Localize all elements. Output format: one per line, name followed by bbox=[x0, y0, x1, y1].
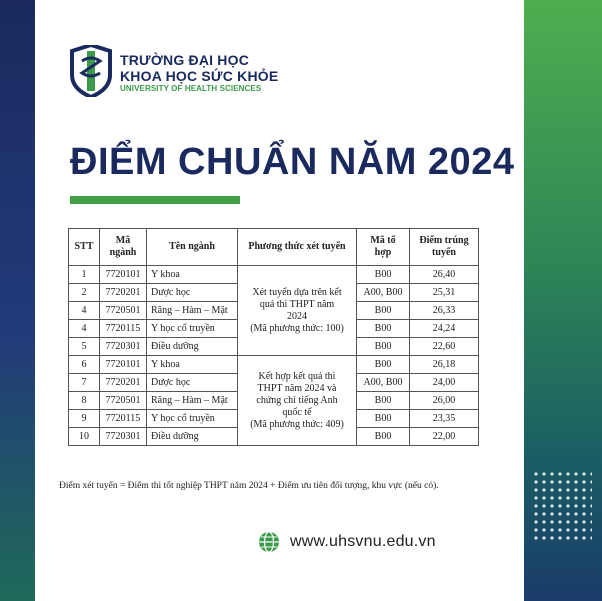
method-409-line5: (Mã phương thức: 409) bbox=[250, 418, 344, 430]
cell-stt: 5 bbox=[69, 338, 100, 356]
cell-method-100 bbox=[238, 266, 357, 356]
cell-score: 23,35 bbox=[410, 410, 479, 428]
cell-score: 26,33 bbox=[410, 302, 479, 320]
website-url[interactable]: www.uhsvnu.edu.vn bbox=[290, 533, 436, 550]
cell-name: Y học cổ truyền bbox=[147, 320, 238, 338]
header-method: Phương thức xét tuyển bbox=[238, 229, 357, 266]
method-100-line4: (Mã phương thức: 100) bbox=[250, 322, 344, 334]
table-row bbox=[69, 266, 479, 284]
cell-stt: 2 bbox=[69, 284, 100, 302]
cell-method-409 bbox=[238, 356, 357, 446]
cell-combo: B00 bbox=[357, 392, 410, 410]
website-link[interactable] bbox=[258, 531, 436, 553]
method-100-line2: quả thi THPT năm bbox=[259, 298, 335, 310]
cell-name: Điều dưỡng bbox=[147, 338, 238, 356]
cell-score: 24,00 bbox=[410, 374, 479, 392]
university-logo-icon bbox=[68, 45, 114, 97]
school-name bbox=[120, 52, 278, 94]
cell-code: 7720301 bbox=[100, 338, 147, 356]
cell-stt: 4 bbox=[69, 320, 100, 338]
cell-code: 7720201 bbox=[100, 284, 147, 302]
cell-code: 7720115 bbox=[100, 410, 147, 428]
cell-score: 26,18 bbox=[410, 356, 479, 374]
method-100-line3: 2024 bbox=[287, 310, 307, 322]
cell-combo: B00 bbox=[357, 320, 410, 338]
page-title: ĐIỂM CHUẨN NĂM 2024 bbox=[70, 141, 515, 183]
header-code: Mã ngành bbox=[100, 229, 147, 266]
school-name-line2: KHOA HỌC SỨC KHỎE bbox=[120, 68, 279, 84]
cell-stt: 8 bbox=[69, 392, 100, 410]
cell-combo: B00 bbox=[357, 338, 410, 356]
cell-code: 7720501 bbox=[100, 392, 147, 410]
cell-combo: A00, B00 bbox=[357, 374, 410, 392]
method-409-line3: chứng chỉ tiếng Anh bbox=[256, 394, 338, 406]
cell-name: Y khoa bbox=[147, 266, 238, 284]
header-combo: Mã tổ hợp bbox=[357, 229, 410, 266]
cell-score: 26,40 bbox=[410, 266, 479, 284]
method-409-line4: quốc tế bbox=[282, 406, 312, 418]
cell-stt: 1 bbox=[69, 266, 100, 284]
cell-combo: B00 bbox=[357, 302, 410, 320]
cell-score: 25,31 bbox=[410, 284, 479, 302]
cell-stt: 9 bbox=[69, 410, 100, 428]
cell-code: 7720301 bbox=[100, 428, 147, 446]
cell-code: 7720201 bbox=[100, 374, 147, 392]
cell-score: 24,24 bbox=[410, 320, 479, 338]
cell-name: Điều dưỡng bbox=[147, 428, 238, 446]
cell-name: Dược học bbox=[147, 374, 238, 392]
method-409-line2: THPT năm 2024 và bbox=[257, 382, 337, 394]
score-formula-footnote: Điểm xét tuyển = Điểm thi tốt nghiệp THPT năm 2024 + Điểm ưu tiên đối tượng, khu vực (nếu có). bbox=[59, 481, 439, 491]
method-100-line1: Xét tuyển dựa trên kết bbox=[252, 286, 342, 298]
cell-name: Răng – Hàm – Mặt bbox=[147, 392, 238, 410]
cell-score: 22,60 bbox=[410, 338, 479, 356]
cell-stt: 7 bbox=[69, 374, 100, 392]
header-name: Tên ngành bbox=[147, 229, 238, 266]
cell-name: Răng – Hàm – Mặt bbox=[147, 302, 238, 320]
cell-stt: 6 bbox=[69, 356, 100, 374]
cell-name: Y khoa bbox=[147, 356, 238, 374]
method-409-line1: Kết hợp kết quả thi bbox=[258, 370, 336, 382]
admission-scores-table bbox=[68, 228, 479, 446]
cell-name: Y học cổ truyền bbox=[147, 410, 238, 428]
cell-combo: B00 bbox=[357, 410, 410, 428]
cell-stt: 4 bbox=[69, 302, 100, 320]
cell-code: 7720101 bbox=[100, 266, 147, 284]
cell-combo: A00, B00 bbox=[357, 284, 410, 302]
header-score: Điểm trúng tuyển bbox=[410, 229, 479, 266]
school-name-english: UNIVERSITY OF HEALTH SCIENCES bbox=[120, 84, 262, 93]
header-stt: STT bbox=[69, 229, 100, 266]
globe-icon bbox=[258, 531, 280, 553]
dot-pattern-decor bbox=[532, 470, 592, 540]
table-header-row bbox=[69, 229, 479, 266]
cell-stt: 10 bbox=[69, 428, 100, 446]
cell-code: 7720115 bbox=[100, 320, 147, 338]
cell-name: Dược học bbox=[147, 284, 238, 302]
left-decor-stripe bbox=[0, 0, 35, 601]
school-name-line1: TRƯỜNG ĐẠI HỌC bbox=[120, 52, 250, 68]
cell-code: 7720101 bbox=[100, 356, 147, 374]
cell-combo: B00 bbox=[357, 356, 410, 374]
cell-combo: B00 bbox=[357, 266, 410, 284]
cell-score: 22,00 bbox=[410, 428, 479, 446]
title-underline bbox=[70, 196, 240, 204]
table-row bbox=[69, 356, 479, 374]
cell-code: 7720501 bbox=[100, 302, 147, 320]
cell-combo: B00 bbox=[357, 428, 410, 446]
cell-score: 26,00 bbox=[410, 392, 479, 410]
